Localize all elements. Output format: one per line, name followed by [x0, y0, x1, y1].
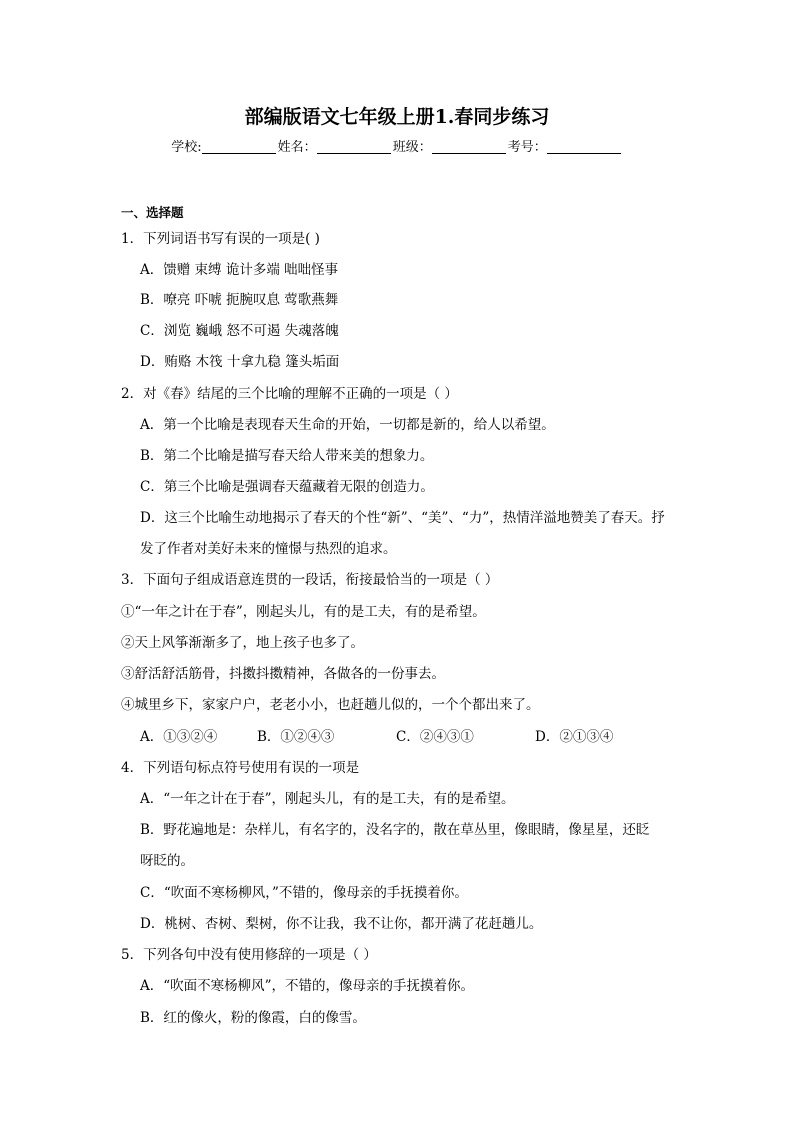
question-3-option-a: A．①③②④ [140, 729, 218, 745]
question-2-option-d: D．这三个比喻生动地揭示了春天的个性“新”、“美”、“力”，热情洋溢地赞美了春天。抒 [140, 510, 665, 526]
school-blank[interactable] [202, 139, 276, 154]
question-3-sentence-3: ③舒活舒活筋骨，抖擞抖擞精神，各做各的一份事去。 [121, 666, 445, 682]
question-2-stem: 2．对《春》结尾的三个比喻的理解不正确的一项是（ ） [121, 386, 458, 402]
question-4-option-c: C．“吹面不寒杨柳风，”不错的，像母亲的手抚摸着你。 [140, 885, 468, 901]
student-info-row [0, 138, 794, 158]
question-1-stem: 1．下列词语书写有误的一项是( ) [121, 231, 320, 247]
question-4-option-b-continued: 呀眨的。 [140, 853, 194, 869]
question-1-option-b: B．嘹亮 吓唬 扼腕叹息 莺歌燕舞 [140, 292, 339, 308]
document-title: 部编版语文七年级上册1.春同步练习 [244, 106, 550, 128]
question-2-option-a: A．第一个比喻是表现春天生命的开始，一切都是新的，给人以希望。 [140, 417, 555, 433]
question-3-option-c: C．②④③① [396, 729, 474, 745]
question-4-stem: 4．下列语句标点符号使用有误的一项是 [121, 760, 360, 776]
question-2-option-c: C．第三个比喻是强调春天蕴藏着无限的创造力。 [140, 479, 434, 495]
class-blank[interactable] [432, 139, 506, 154]
class-label: 班级： [392, 140, 432, 155]
question-4-option-b: B．野花遍地是：杂样儿，有名字的，没名字的，散在草丛里，像眼睛，像星星，还眨 [140, 822, 650, 838]
question-3-sentence-4: ④城里乡下，家家户户，老老小小，也赶趟儿似的，一个个都出来了。 [121, 697, 540, 713]
question-3-option-b: B．①②④③ [257, 729, 335, 745]
question-3-stem: 3．下面句子组成语意连贯的一段话，衔接最恰当的一项是（ ） [121, 572, 499, 588]
exam-number-label: 考号： [507, 140, 547, 155]
name-blank[interactable] [317, 139, 391, 154]
question-3-sentence-2: ②天上风筝渐渐多了，地上孩子也多了。 [121, 635, 364, 651]
question-5-option-a: A．“吹面不寒杨柳风”，不错的，像母亲的手抚摸着你。 [140, 978, 475, 994]
question-2-option-d-continued: 发了作者对美好未来的憧憬与热烈的追求。 [140, 541, 397, 557]
question-4-option-d: D．桃树、杏树、梨树，你不让我，我不让你，都开满了花赶趟儿。 [140, 916, 543, 932]
school-label: 学校: [171, 140, 202, 155]
question-1-option-c: C．浏览 巍峨 怒不可遏 失魂落魄 [140, 323, 339, 339]
question-1-option-a: A．馈赠 束缚 诡计多端 咄咄怪事 [140, 262, 339, 278]
question-4-option-a: A．“一年之计在于春”，刚起头儿，有的是工夫，有的是希望。 [140, 791, 515, 807]
question-2-option-b: B．第二个比喻是描写春天给人带来美的想象力。 [140, 448, 434, 464]
exam-number-blank[interactable] [547, 139, 621, 154]
question-5-option-b: B．红的像火，粉的像霞，白的像雪。 [140, 1010, 366, 1026]
question-3-sentence-1: ①“一年之计在于春”，刚起头儿，有的是工夫，有的是希望。 [121, 604, 486, 620]
question-1-option-d: D．贿赂 木筏 十拿九稳 篷头垢面 [140, 354, 340, 370]
section-heading: 一、选择题 [121, 205, 184, 220]
question-5-stem: 5．下列各句中没有使用修辞的一项是（ ） [121, 947, 377, 963]
question-3-option-d: D．②①③④ [535, 729, 614, 745]
name-label: 姓名： [277, 140, 317, 155]
